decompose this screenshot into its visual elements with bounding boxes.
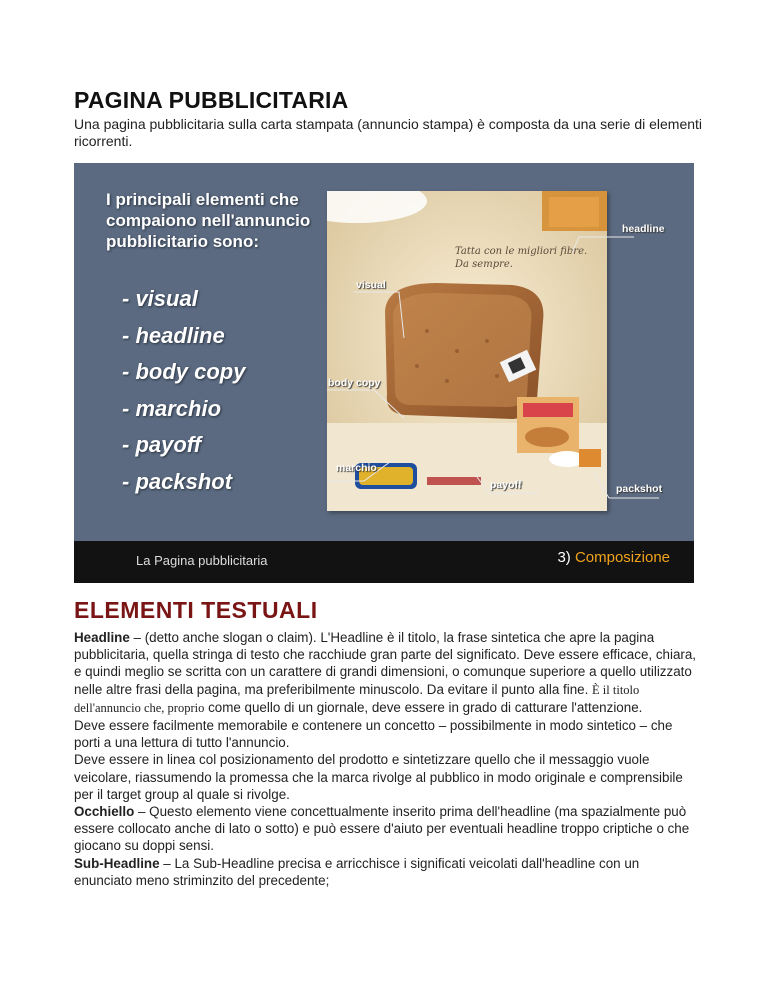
headline-serif-text: È il titolo dell'annuncio che, proprio (74, 682, 640, 715)
headline-text-1: – (detto anche slogan o claim). L'Headline è il titolo, la frase sintetica che apre la pagina pubblicitaria, quella stringa di testo che racchiude gran parte del significato. Deve essere efficace, chiara, e quindi meglio se scritta con un carattere di grandi dimensioni, o comunque superiore a quello utilizzato nelle altre frasi della pagina, ma preferibilmente minuscolo. Da evitare il punto alla fine. (74, 630, 697, 697)
callout-body-copy: body copy (328, 377, 381, 389)
section-body (74, 629, 699, 889)
headline-paragraph (74, 629, 699, 717)
list-item: - packshot (122, 468, 233, 494)
footer-word: Composizione (574, 549, 670, 566)
occhiello-text: – Questo elemento viene concettualmente inserito prima dell'headline (ma spazialmente può essere collocato anche di lato o sotto) e può essere d'aiuto per eventuali headline troppo criptiche o che giocano su doppi sensi. (74, 804, 690, 854)
slide-footer (74, 541, 694, 583)
list-item: - payoff (122, 432, 202, 457)
occhiello-paragraph (74, 803, 699, 855)
list-item: - visual (122, 286, 198, 311)
sub-headline-text: – La Sub-Headline precisa e arricchisce i significati veicolati dall'headline con un enunciato meno striminzito del precedente; (74, 855, 640, 888)
footer-number: 3) (557, 549, 571, 566)
intro-paragraph: Una pagina pubblicitaria sulla carta stampata (annuncio stampa) è composta da una serie di elementi ricorrenti. (74, 116, 703, 149)
term-occhiello: Occhiello (74, 804, 135, 820)
page-title: PAGINA PUBBLICITARIA (74, 87, 349, 113)
slide-image (74, 163, 694, 583)
footer-title: La Pagina pubblicitaria (136, 553, 268, 568)
callout-visual: visual (356, 279, 386, 291)
term-headline: Headline (74, 630, 130, 645)
term-sub-headline: Sub-Headline (74, 855, 160, 871)
callout-lines (74, 163, 694, 543)
callout-headline: headline (622, 223, 665, 235)
footer-section (557, 549, 670, 566)
callout-packshot: packshot (616, 483, 663, 495)
headline-text-2: come quello di un giornale, deve essere in grado di catturare l'attenzione. (204, 699, 643, 715)
ad-headline-text: Tatta con le migliori fibre. Da sempre. (455, 246, 588, 270)
slide-heading: I principali elementi che compaiono nell'annuncio pubblicitario sono: (106, 190, 311, 251)
list-item: - body copy (122, 359, 246, 384)
paragraph: Deve essere in linea col posizionamento del prodotto e sintetizzare quello che il messaggio vuole veicolare, riassumendo la promessa che la marca rivolge al pubblico in modo originale e comprensibile per il target group al quale si rivolge. (74, 752, 683, 802)
paragraph: Deve essere facilmente memorabile e contenere un concetto – possibilmente in modo sintetico – che porti a una lettura di tutto l'annuncio. (74, 718, 673, 751)
section-title: ELEMENTI TESTUALI (74, 597, 318, 623)
callout-payoff: payoff (490, 479, 522, 491)
list-item: - marchio (122, 395, 222, 421)
list-item: - headline (122, 322, 225, 348)
sub-headline-paragraph (74, 855, 699, 889)
callout-marchio: marchio (336, 462, 377, 474)
